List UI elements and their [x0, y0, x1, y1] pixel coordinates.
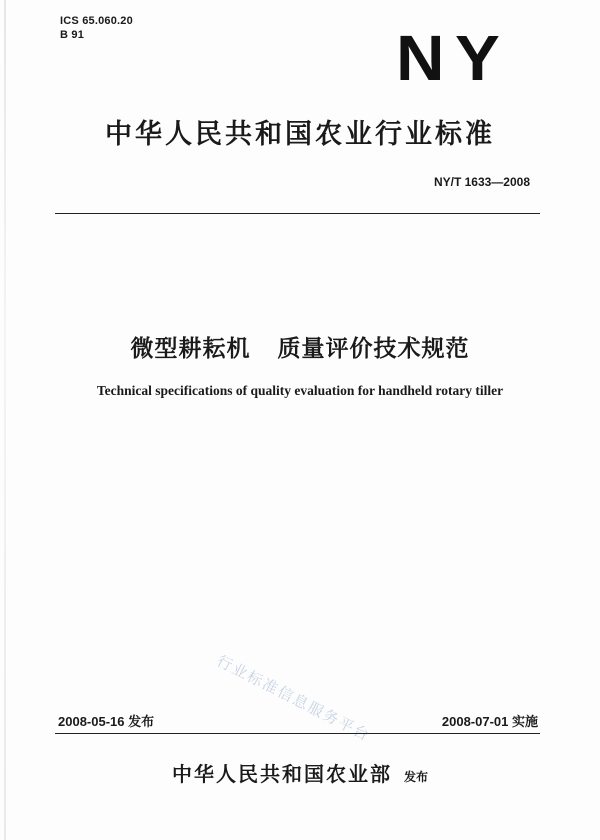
bottom-divider — [55, 733, 540, 734]
issue-date: 2008-05-16 发布 — [58, 714, 155, 729]
issuer-block — [0, 758, 600, 787]
ny-logo: NY — [396, 22, 511, 94]
watermark: 行业标准信息服务平台 — [213, 651, 374, 746]
classification-code: B 91 — [60, 29, 85, 41]
title-english: Technical specifications of quality evaluation for handheld rotary tiller — [96, 383, 504, 398]
issuer-suffix: 发布 — [403, 770, 428, 784]
top-divider — [55, 213, 540, 214]
standard-code: NY/T 1633—2008 — [433, 175, 530, 189]
issuer-name: 中华人民共和国农业部 — [171, 762, 392, 786]
standard-type-heading: 中华人民共和国农业行业标准 — [105, 119, 495, 150]
title-chinese: 微型耕耘机 质量评价技术规范 — [130, 336, 470, 362]
implementation-date: 2008-07-01 实施 — [441, 714, 538, 729]
ics-code: ICS 65.060.20 — [60, 15, 133, 27]
classification-block — [60, 14, 133, 42]
